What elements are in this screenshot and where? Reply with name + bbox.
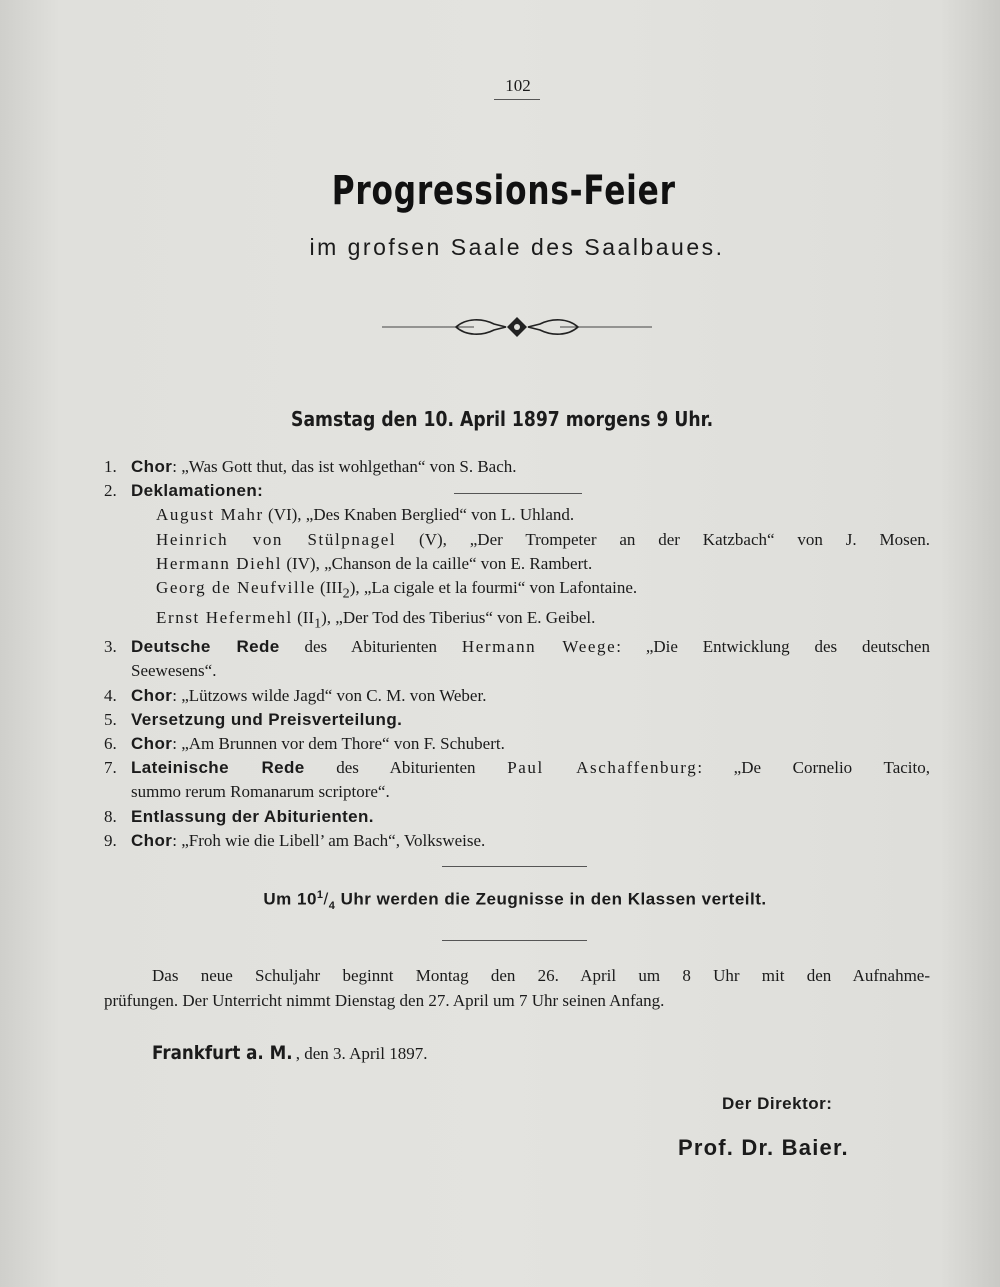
class-subscript: 1 — [314, 615, 322, 631]
fraction-slash: / — [323, 889, 329, 909]
item-number: 2. — [104, 481, 117, 501]
item-heading: Entlassung der Abiturienten. — [131, 806, 374, 826]
program-item — [104, 635, 930, 659]
recitation-text: ), „La cigale et la fourmi“ von Lafontaine. — [349, 578, 638, 598]
recitation-text: ), „Der Tod des Tiberius“ von E. Geibel. — [321, 607, 596, 627]
item-text: : „Die Entwicklung des deutschen — [616, 637, 930, 657]
separator-rule — [442, 940, 587, 941]
item-text: : „De Cornelio Tacito, — [697, 758, 930, 778]
item-number: 8. — [104, 806, 117, 826]
class-label: (III — [315, 578, 343, 598]
recitation-item — [104, 528, 930, 552]
item-heading: Chor — [131, 734, 173, 754]
item-number: 3. — [104, 637, 117, 657]
separator-rule — [442, 866, 587, 867]
student-name: August Mahr — [156, 505, 264, 525]
ornament-divider-icon — [382, 312, 652, 342]
page-subtitle: im grofsen Saale des Saalbaues. — [309, 234, 725, 260]
signing-date: , den 3. April 1897. — [295, 1044, 428, 1063]
class-label: (II — [292, 607, 315, 627]
item-number: 7. — [104, 758, 117, 778]
recitation-text: (V), „Der Trompeter an der Katzbach“ von J. Mosen. — [396, 529, 930, 549]
short-rule — [454, 493, 582, 494]
speaker-name: Hermann Weege — [461, 637, 617, 657]
event-date-line: Samstag den 10. April 1897 morgens 9 Uhr. — [291, 407, 714, 431]
item-number: 9. — [104, 830, 117, 850]
program-item — [104, 708, 930, 732]
item-heading: Lateinische Rede — [131, 758, 305, 778]
item-number: 1. — [104, 457, 117, 476]
program-item — [104, 829, 930, 853]
recitation-item — [104, 503, 930, 527]
paragraph-line: prüfungen. Der Unterricht nimmt Dienstag den 27. April um 7 Uhr seinen Anfang. — [104, 991, 665, 1010]
student-name: Georg de Neufville — [156, 578, 316, 598]
program-item — [104, 684, 930, 708]
item-heading: Deutsche Rede — [131, 637, 280, 657]
director-name: Prof. Dr. Baier. — [678, 1135, 849, 1160]
program-item — [104, 479, 930, 503]
student-name: Ernst Hefermehl — [156, 607, 293, 627]
city-name: Frankfurt a. M. — [152, 1042, 293, 1064]
student-name: Hermann Diehl — [156, 553, 283, 573]
director-label: Der Direktor: — [722, 1094, 833, 1113]
item-text: : „Was Gott thut, das ist wohlgethan“ von S. Bach. — [172, 457, 517, 476]
item-number: 6. — [104, 734, 117, 754]
program-item — [104, 455, 930, 479]
page-title: Progressions-Feier — [331, 168, 676, 214]
page-number: 102 — [505, 76, 531, 95]
program-list — [104, 455, 930, 853]
item-heading: Versetzung und Preisverteilung. — [131, 709, 403, 729]
note-text: Um 10 — [263, 889, 317, 909]
item-text: : „Froh wie die Libell’ am Bach“, Volksweise. — [172, 830, 486, 850]
recitation-item — [104, 576, 930, 606]
program-item — [104, 732, 930, 756]
item-heading: Chor — [131, 457, 173, 476]
item-heading: Deklamationen: — [131, 481, 264, 501]
item-heading: Chor — [131, 830, 173, 850]
item-heading: Chor — [131, 685, 173, 705]
item-text: des Abiturienten — [304, 758, 508, 778]
program-item — [104, 756, 930, 780]
item-text: des Abiturienten — [279, 637, 462, 657]
note-text: Uhr werden die Zeugnisse in den Klassen verteilt. — [335, 889, 767, 909]
item-number: 4. — [104, 685, 117, 705]
item-text: : „Am Brunnen vor dem Thore“ von F. Schubert. — [172, 734, 505, 754]
speaker-name: Paul Aschaffenburg — [507, 758, 698, 778]
place-date-line — [152, 1042, 428, 1064]
recitation-item — [104, 552, 930, 576]
recitation-item — [104, 606, 930, 636]
item-number: 5. — [104, 709, 117, 729]
class-subscript: 2 — [342, 585, 350, 602]
fraction-denominator: 4 — [328, 900, 336, 913]
item-text: : „Lützows wilde Jagd“ von C. M. von Weber. — [172, 685, 487, 705]
item-continuation: Seewesens“. — [131, 661, 217, 681]
item-continuation: summo rerum Romanarum scriptore“. — [131, 782, 390, 802]
student-name: Heinrich von Stülpnagel — [156, 529, 397, 549]
recitation-text: (IV), „Chanson de la caille“ von E. Rambert. — [282, 553, 593, 573]
page-number-rule — [494, 99, 540, 100]
fraction-numerator: 1 — [316, 889, 324, 901]
certificates-note — [0, 889, 1000, 912]
recitation-text: (VI), „Des Knaben Berglied“ von L. Uhland. — [263, 505, 575, 525]
program-item — [104, 805, 930, 829]
school-year-paragraph — [104, 963, 930, 1013]
paragraph-line: Das neue Schuljahr beginnt Montag den 26. April um 8 Uhr mit den Aufnahme- — [152, 966, 930, 985]
